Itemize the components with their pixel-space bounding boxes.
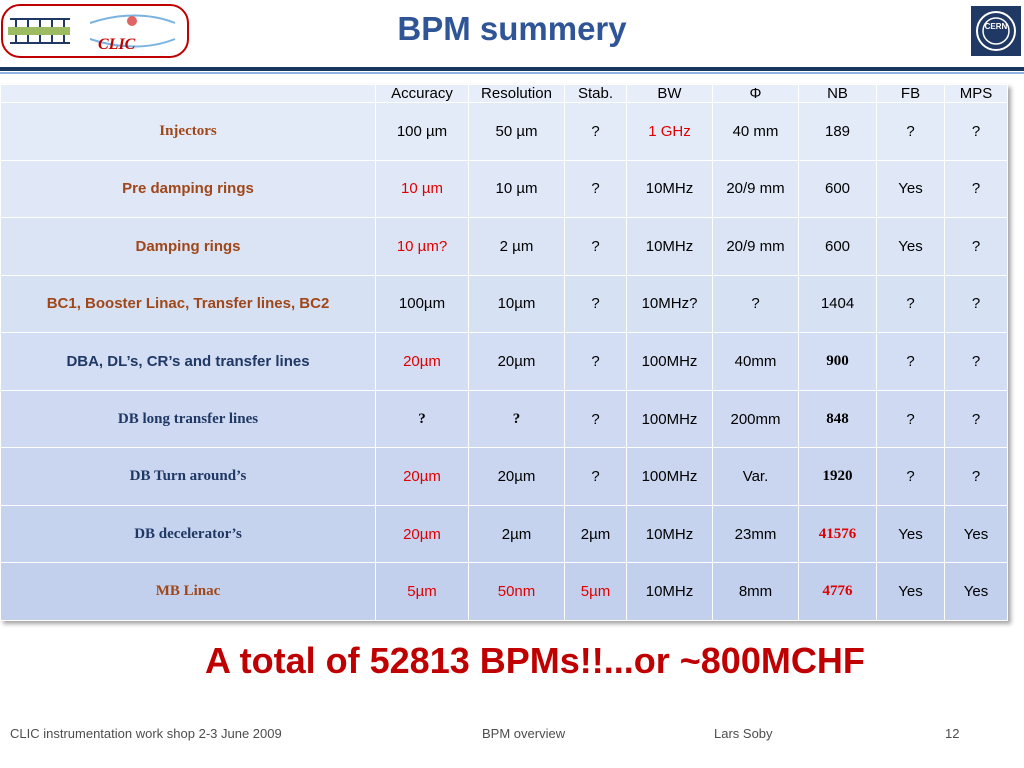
cell-number: 848 bbox=[799, 390, 877, 448]
table-row bbox=[1, 103, 1008, 161]
row-label: MB Linac bbox=[1, 563, 376, 621]
cell-aperture: 8mm bbox=[713, 563, 799, 621]
cell-mps: Yes bbox=[945, 563, 1008, 621]
cell-bandwidth: 100MHz bbox=[627, 448, 713, 506]
header-row bbox=[1, 85, 1008, 103]
cell-bandwidth: 10MHz bbox=[627, 563, 713, 621]
cell-number: 900 bbox=[799, 333, 877, 391]
header-stability: Stab. bbox=[565, 85, 627, 103]
cell-mps: ? bbox=[945, 103, 1008, 161]
footer-topic: BPM overview bbox=[482, 726, 566, 741]
cell-feedback: Yes bbox=[877, 505, 945, 563]
cell-stability: 2µm bbox=[565, 505, 627, 563]
cell-accuracy: 100 µm bbox=[376, 103, 469, 161]
table-row bbox=[1, 390, 1008, 448]
cell-mps: ? bbox=[945, 390, 1008, 448]
cell-number: 189 bbox=[799, 103, 877, 161]
row-label: Injectors bbox=[1, 103, 376, 161]
cell-mps: ? bbox=[945, 160, 1008, 218]
cell-stability: ? bbox=[565, 160, 627, 218]
cell-feedback: Yes bbox=[877, 218, 945, 276]
title-rule bbox=[0, 67, 1024, 71]
cell-number: 600 bbox=[799, 160, 877, 218]
row-label: DB decelerator’s bbox=[1, 505, 376, 563]
bpm-summary-table bbox=[0, 84, 1008, 621]
total-summary: A total of 52813 BPMs!!...or ~800MCHF bbox=[205, 640, 865, 681]
title-rule-accent bbox=[0, 72, 1024, 74]
header-feedback: FB bbox=[877, 85, 945, 103]
cell-resolution: 10µm bbox=[469, 275, 565, 333]
cell-aperture: 20/9 mm bbox=[713, 218, 799, 276]
cell-accuracy: 20µm bbox=[376, 333, 469, 391]
cell-accuracy: 20µm bbox=[376, 505, 469, 563]
header-resolution: Resolution bbox=[469, 85, 565, 103]
row-label: DBA, DL’s, CR’s and transfer lines bbox=[1, 333, 376, 391]
cell-resolution: 2 µm bbox=[469, 218, 565, 276]
cell-resolution: 2µm bbox=[469, 505, 565, 563]
row-label: Damping rings bbox=[1, 218, 376, 276]
cell-accuracy: 100µm bbox=[376, 275, 469, 333]
table-row bbox=[1, 448, 1008, 506]
header-bandwidth: BW bbox=[627, 85, 713, 103]
footer-author: Lars Soby bbox=[714, 726, 773, 741]
cell-bandwidth: 10MHz? bbox=[627, 275, 713, 333]
footer-page-number: 12 bbox=[945, 726, 960, 741]
cell-stability: ? bbox=[565, 390, 627, 448]
cell-resolution: ? bbox=[469, 390, 565, 448]
header-empty bbox=[1, 85, 376, 103]
cell-bandwidth: 10MHz bbox=[627, 160, 713, 218]
cell-stability: ? bbox=[565, 333, 627, 391]
cell-mps: ? bbox=[945, 275, 1008, 333]
cell-bandwidth: 100MHz bbox=[627, 390, 713, 448]
cell-bandwidth: 100MHz bbox=[627, 333, 713, 391]
cell-aperture: ? bbox=[713, 275, 799, 333]
cell-mps: ? bbox=[945, 218, 1008, 276]
cell-stability: ? bbox=[565, 275, 627, 333]
cell-feedback: ? bbox=[877, 275, 945, 333]
cell-aperture: 20/9 mm bbox=[713, 160, 799, 218]
cell-number: 41576 bbox=[799, 505, 877, 563]
cell-resolution: 50 µm bbox=[469, 103, 565, 161]
cell-aperture: 200mm bbox=[713, 390, 799, 448]
row-label: BC1, Booster Linac, Transfer lines, BC2 bbox=[1, 275, 376, 333]
footer-workshop: CLIC instrumentation work shop 2-3 June 2009 bbox=[10, 726, 282, 741]
cell-resolution: 20µm bbox=[469, 448, 565, 506]
cell-stability: ? bbox=[565, 448, 627, 506]
cell-accuracy: 20µm bbox=[376, 448, 469, 506]
cell-feedback: ? bbox=[877, 103, 945, 161]
cell-resolution: 20µm bbox=[469, 333, 565, 391]
cell-feedback: ? bbox=[877, 333, 945, 391]
table-row bbox=[1, 333, 1008, 391]
cell-resolution: 10 µm bbox=[469, 160, 565, 218]
table-row bbox=[1, 160, 1008, 218]
row-label: DB Turn around’s bbox=[1, 448, 376, 506]
header-mps: MPS bbox=[945, 85, 1008, 103]
cell-bandwidth: 1 GHz bbox=[627, 103, 713, 161]
cell-accuracy: 5µm bbox=[376, 563, 469, 621]
slide-title: BPM summery bbox=[397, 10, 627, 47]
cell-feedback: ? bbox=[877, 448, 945, 506]
header-number: NB bbox=[799, 85, 877, 103]
cell-number: 1404 bbox=[799, 275, 877, 333]
cell-number: 4776 bbox=[799, 563, 877, 621]
table-row bbox=[1, 218, 1008, 276]
cell-number: 1920 bbox=[799, 448, 877, 506]
cell-accuracy: ? bbox=[376, 390, 469, 448]
cell-stability: ? bbox=[565, 218, 627, 276]
cern-logo-text: CERN bbox=[984, 22, 1008, 31]
cell-mps: ? bbox=[945, 448, 1008, 506]
table-row bbox=[1, 505, 1008, 563]
cell-accuracy: 10 µm bbox=[376, 160, 469, 218]
cell-number: 600 bbox=[799, 218, 877, 276]
cell-stability: ? bbox=[565, 103, 627, 161]
cell-mps: Yes bbox=[945, 505, 1008, 563]
header-accuracy: Accuracy bbox=[376, 85, 469, 103]
cell-aperture: 40 mm bbox=[713, 103, 799, 161]
cell-accuracy: 10 µm? bbox=[376, 218, 469, 276]
header-aperture: Φ bbox=[713, 85, 799, 103]
table-row bbox=[1, 275, 1008, 333]
cell-mps: ? bbox=[945, 333, 1008, 391]
cell-bandwidth: 10MHz bbox=[627, 218, 713, 276]
cell-stability: 5µm bbox=[565, 563, 627, 621]
cell-bandwidth: 10MHz bbox=[627, 505, 713, 563]
row-label: DB long transfer lines bbox=[1, 390, 376, 448]
table-row bbox=[1, 563, 1008, 621]
cell-feedback: Yes bbox=[877, 160, 945, 218]
row-label: Pre damping rings bbox=[1, 160, 376, 218]
clic-logo-text: CLIC bbox=[98, 36, 136, 53]
cell-feedback: Yes bbox=[877, 563, 945, 621]
cell-feedback: ? bbox=[877, 390, 945, 448]
cell-aperture: 40mm bbox=[713, 333, 799, 391]
cell-aperture: Var. bbox=[713, 448, 799, 506]
cell-aperture: 23mm bbox=[713, 505, 799, 563]
cell-resolution: 50nm bbox=[469, 563, 565, 621]
